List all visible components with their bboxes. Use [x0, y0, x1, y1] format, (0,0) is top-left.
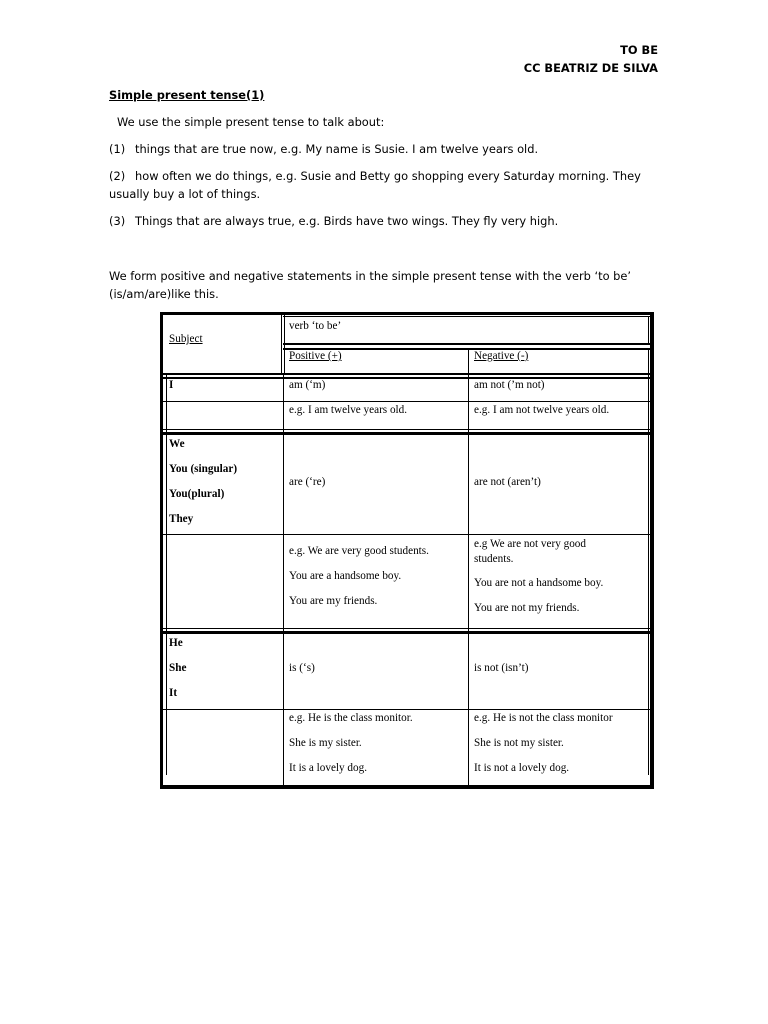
- point-1-text: things that are true now, e.g. My name is Susie. I am twelve years old.: [135, 142, 539, 156]
- doc-title: TO BE: [620, 43, 658, 57]
- subject-they: They: [169, 513, 194, 525]
- subject-it: It: [169, 687, 178, 699]
- header-verb-to-be: verb ‘to be’: [289, 320, 342, 332]
- example-positive: It is a lovely dog.: [289, 762, 367, 774]
- example-negative: It is not a lovely dog.: [474, 762, 570, 774]
- subject-he: He: [169, 637, 183, 649]
- positive-form: are (‘re): [289, 476, 326, 488]
- example-positive: You are a handsome boy.: [289, 570, 402, 582]
- example-positive: e.g. He is the class monitor.: [289, 712, 413, 724]
- subject-you-plural: You(plural): [169, 488, 225, 500]
- intro-lead: We use the simple present tense to talk about:: [117, 115, 385, 129]
- header-positive: Positive (+): [289, 350, 342, 362]
- example-positive: She is my sister.: [289, 737, 362, 749]
- positive-form: is (‘s): [289, 662, 315, 674]
- header-subject: Subject: [169, 333, 203, 345]
- form-text-line1: We form positive and negative statements in the simple present tense with the verb ‘to be’: [109, 269, 632, 283]
- doc-author: CC BEATRIZ DE SILVA: [523, 61, 658, 75]
- subject-we: We: [169, 438, 185, 450]
- example-positive: e.g. I am twelve years old.: [289, 404, 408, 416]
- subject-i: I: [169, 379, 174, 391]
- example-negative: She is not my sister.: [474, 737, 564, 749]
- point-2-number: (2): [109, 169, 126, 183]
- point-3-number: (3): [109, 214, 126, 228]
- positive-form: am (‘m): [289, 379, 326, 391]
- example-positive: e.g. We are very good students.: [289, 545, 429, 557]
- example-negative: e.g. I am not twelve years old.: [474, 404, 610, 416]
- form-text-line2: (is/am/are)like this.: [109, 287, 219, 301]
- example-negative: e.g We are not very good: [474, 538, 586, 550]
- header-negative: Negative (-): [474, 350, 529, 362]
- negative-form: is not (isn’t): [474, 662, 529, 674]
- section-heading: Simple present tense(1): [109, 88, 265, 102]
- point-2-text-line1: how often we do things, e.g. Susie and Betty go shopping every Saturday morning. They: [135, 169, 641, 183]
- example-negative: e.g. He is not the class monitor: [474, 712, 613, 724]
- example-negative: students.: [474, 553, 514, 565]
- point-1-number: (1): [109, 142, 126, 156]
- example-negative: You are not my friends.: [474, 602, 580, 614]
- example-negative: You are not a handsome boy.: [474, 577, 604, 589]
- point-2-text-line2: usually buy a lot of things.: [109, 187, 261, 201]
- point-3-text: Things that are always true, e.g. Birds have two wings. They fly very high.: [135, 214, 559, 228]
- subject-she: She: [169, 662, 187, 674]
- negative-form: are not (aren’t): [474, 476, 541, 488]
- to-be-table: [160, 312, 654, 789]
- example-positive: You are my friends.: [289, 595, 378, 607]
- subject-you-singular: You (singular): [169, 463, 238, 475]
- negative-form: am not (’m not): [474, 379, 545, 391]
